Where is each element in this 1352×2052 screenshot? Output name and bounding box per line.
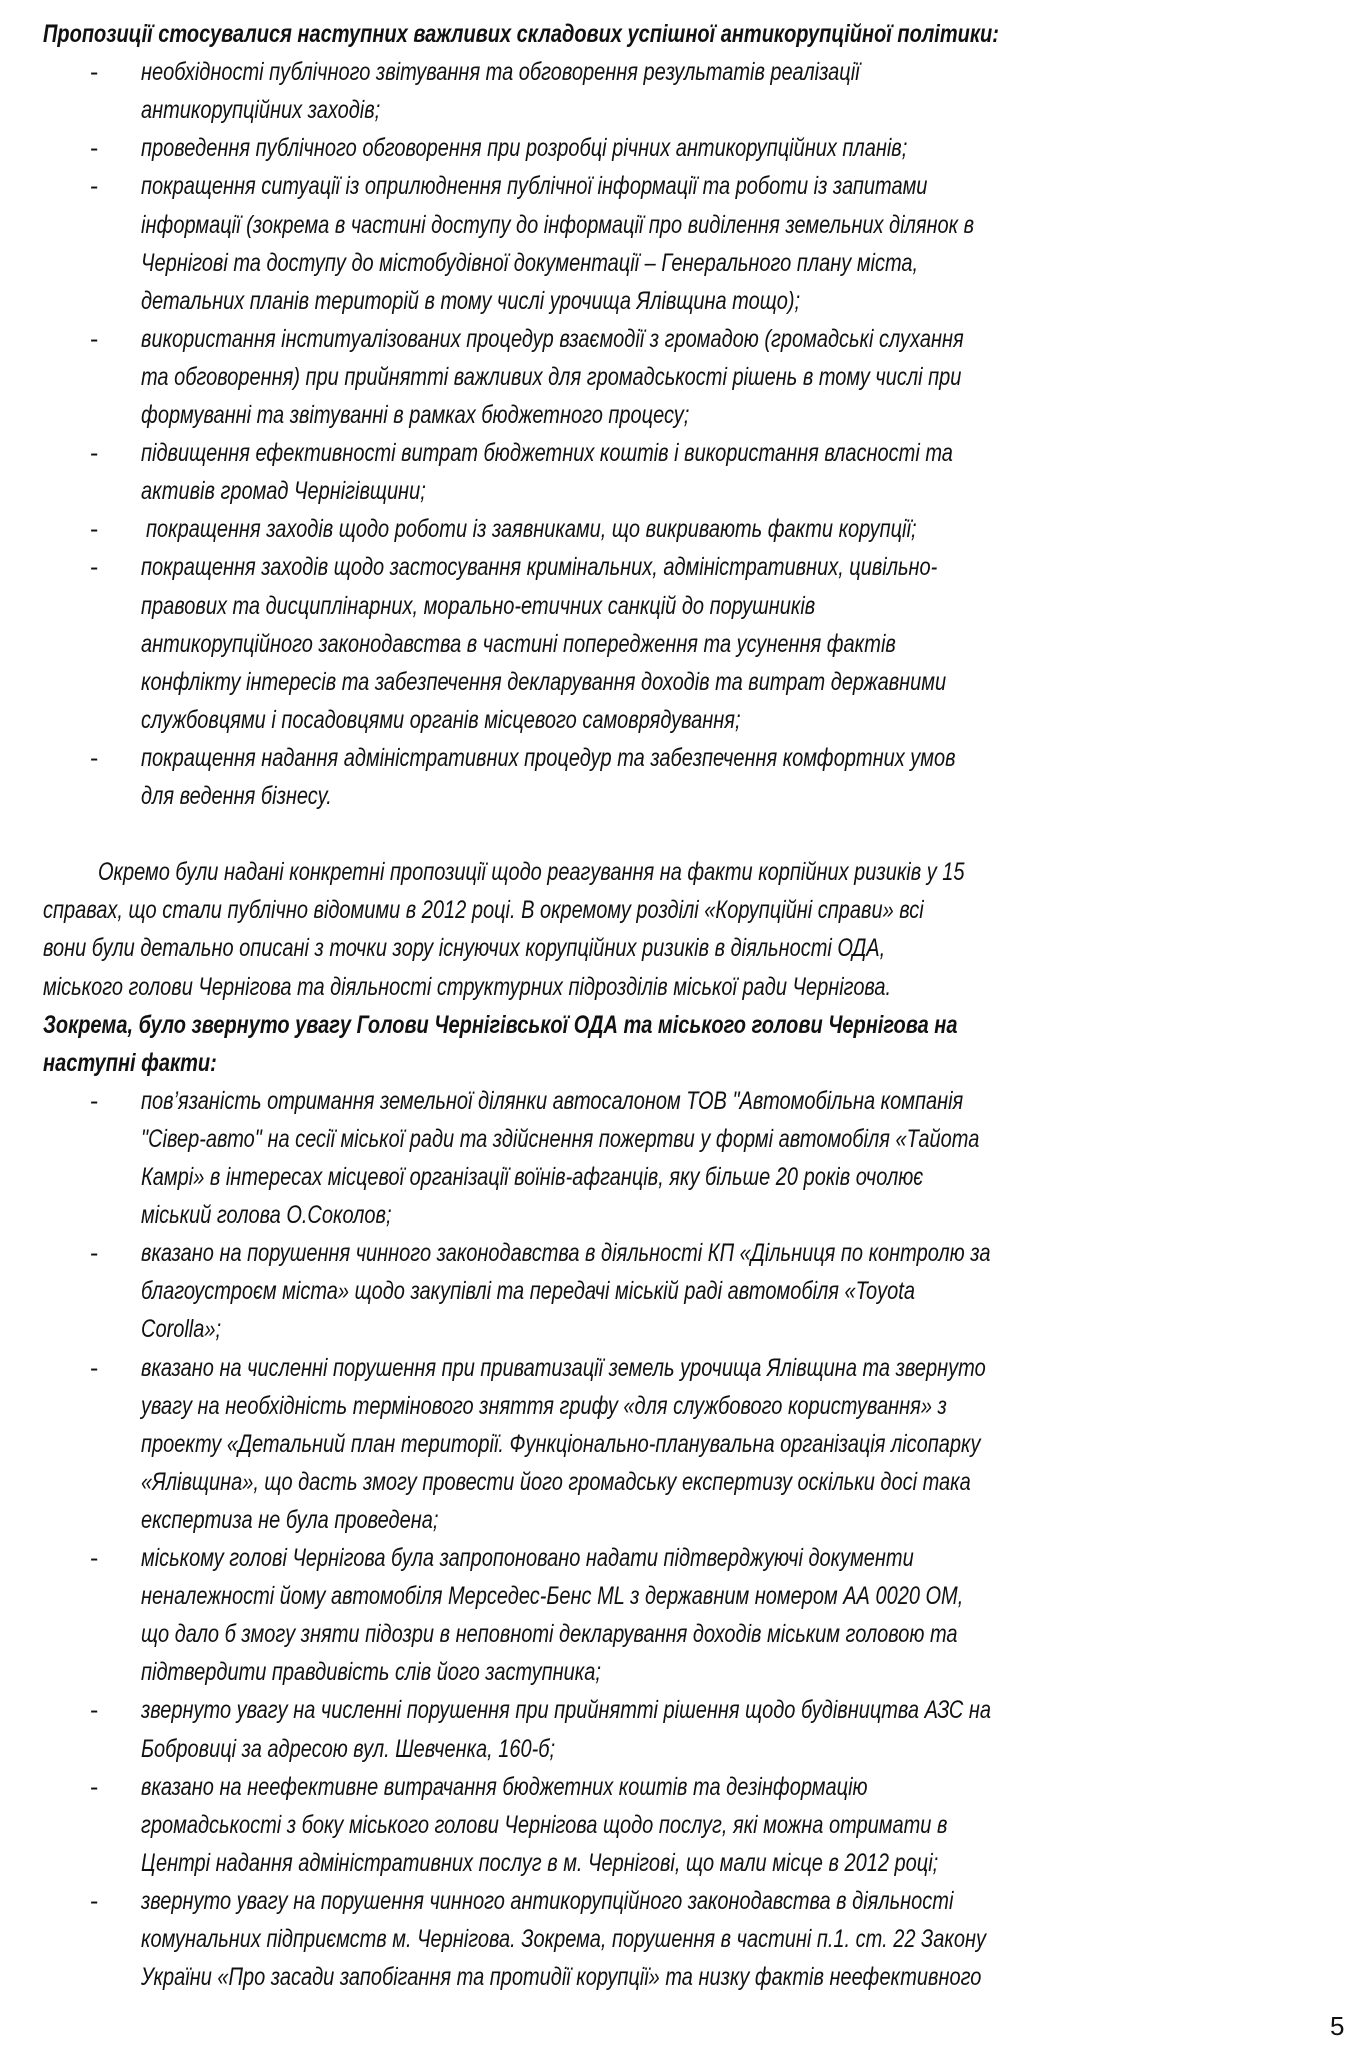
text-line: антикорупційних заходів; [141,96,381,125]
text-line: покращення заходів щодо застосування кримінальних, адміністративних, цивільно- [141,553,938,582]
text-line: пов’язаність отримання земельної ділянки автосалоном ТОВ "Автомобільна компанія [141,1086,964,1115]
text-line: вказано на численні порушення при приватизації земель урочища Ялівщина та звернуто [141,1353,986,1382]
text-line: активів громад Чернігівщини; [141,477,426,506]
text-line: службовцями і посадовцями органів місцевого самоврядування; [141,705,741,734]
text-line: «Ялівщина», що дасть змогу провести його громадську експертизу оскільки досі така [141,1467,971,1496]
text-line: детальних планів територій в тому числі урочища Ялівщина тощо); [141,286,801,315]
bullet-dash: - [90,1886,99,1915]
text-line: комунальних підприємств м. Чернігова. Зокрема, порушення в частині п.1. ст. 22 Закону [141,1925,986,1953]
text-line: міський голова О.Соколов; [141,1201,392,1230]
text-line: увагу на необхідність термінового зняття грифу «для службового користування» з [141,1391,947,1420]
text-line: використання інституалізованих процедур взаємодії з громадою (громадські слухання [141,324,964,353]
text-line: України «Про засади запобігання та протидії корупції» та низку фактів неефективного [141,1963,982,1992]
text-line: "Сівер-авто" на сесії міської ради та здійснення пожертви у формі автомобіля «Тайота [141,1124,980,1153]
text-line: міського голови Чернігова та діяльності структурних підрозділів міської ради Чернігова. [43,972,892,1001]
text-line: неналежності йому автомобіля Мерседес-Бенс ML з державним номером АА 0020 ОМ, [141,1582,964,1611]
page-number: 5 [1330,2011,1345,2041]
text-line: для ведення бізнесу. [141,782,332,810]
bullet-dash: - [90,1772,99,1801]
bullet-dash: - [90,553,99,582]
bullet-dash: - [90,58,99,87]
text-line: Окремо були надані конкретні пропозиції щодо реагування на факти корпійних ризиків у 15 [98,858,965,887]
bullet-dash: - [90,1696,99,1725]
text-line: експертиза не була проведена; [141,1505,439,1534]
text-line: покращення надання адміністративних процедур та забезпечення комфортних умов [141,743,956,772]
bullet-dash: - [90,172,99,201]
bullet-dash: - [90,134,99,163]
bullet-dash: - [90,1086,99,1115]
text-line: звернуто увагу на численні порушення при прийнятті рішення щодо будівництва АЗС на [141,1696,992,1725]
text-line: вони були детально описані з точки зору існуючих корупційних ризиків в діяльності ОДА, [43,934,886,963]
text-line: формуванні та звітуванні в рамках бюджетного процесу; [141,401,690,429]
bold-text-line: Зокрема, було звернуто увагу Голови Чернігівської ОДА та міського голови Чернігова на [43,1010,958,1039]
text-line: міському голові Чернігова була запропоновано надати підтверджуючі документи [141,1544,914,1572]
bullet-dash: - [90,439,99,468]
text-line: Камрі» в інтересах місцевої організації воїнів-афганців, яку більше 20 років очолює [141,1163,924,1191]
text-line: Бобровиці за адресою вул. Шевченка, 160-б; [141,1734,556,1763]
bullet-dash: - [90,515,99,544]
text-line: підвищення ефективності витрат бюджетних коштів і використання власності та [141,439,953,468]
text-line: покращення ситуації із оприлюднення публічної інформації та роботи із запитами [141,172,928,201]
text-line: Corolla»; [141,1315,222,1344]
text-line: необхідності публічного звітування та обговорення результатів реалізації [141,58,860,87]
bold-text-line: наступні факти: [43,1048,217,1077]
text-line: конфлікту інтересів та забезпечення декларування доходів та витрат державними [141,667,947,696]
text-line: що дало б змогу зняти підозри в неповноті декларування доходів міським головою та [141,1620,958,1649]
text-line: вказано на неефективне витрачання бюджетних коштів та дезінформацію [141,1772,868,1801]
text-line: благоустроєм міста» щодо закупівлі та передачі міській раді автомобіля «Toyota [141,1277,915,1306]
bullet-dash: - [90,1544,99,1572]
text-line: проекту «Детальний план території. Функціонально-планувальна організація лісопарку [141,1429,981,1458]
text-line: підтвердити правдивість слів його заступника; [141,1658,601,1687]
text-line: проведення публічного обговорення при розробці річних антикорупційних планів; [141,134,908,163]
text-line: правових та дисциплінарних, морально-етичних санкцій до порушників [141,591,816,620]
text-line: звернуто увагу на порушення чинного антикорупційного законодавства в діяльності [141,1886,954,1915]
bullet-dash: - [90,1353,99,1382]
text-line: вказано на порушення чинного законодавства в діяльності КП «Дільниця по контролю за [141,1239,991,1268]
text-line: справах, що стали публічно відомими в 2012 році. В окремому розділі «Корупційні справи» всі [43,896,924,925]
bullet-dash: - [90,743,99,772]
text-line: покращення заходів щодо роботи із заявниками, що викривають факти корупції; [146,515,917,544]
text-line: Чернігові та доступу до містобудівної документації – Генерального плану міста, [141,248,919,277]
text-line: антикорупційного законодавства в частині попередження та усунення фактів [141,629,896,658]
text-line: інформації (зокрема в частині доступу до інформації про виділення земельних ділянок в [141,210,975,239]
text-line: Центрі надання адміністративних послуг в м. Чернігові, що мали місце в 2012 році; [141,1848,939,1877]
bold-text-line: Пропозиції стосувалися наступних важливих складових успішної антикорупційної політики: [43,20,999,48]
bullet-dash: - [90,324,99,353]
text-line: громадськості з боку міського голови Чернігова щодо послуг, які можна отримати в [141,1810,948,1839]
text-line: та обговорення) при прийнятті важливих для громадськості рішень в тому числі при [141,362,962,391]
bullet-dash: - [90,1239,99,1268]
